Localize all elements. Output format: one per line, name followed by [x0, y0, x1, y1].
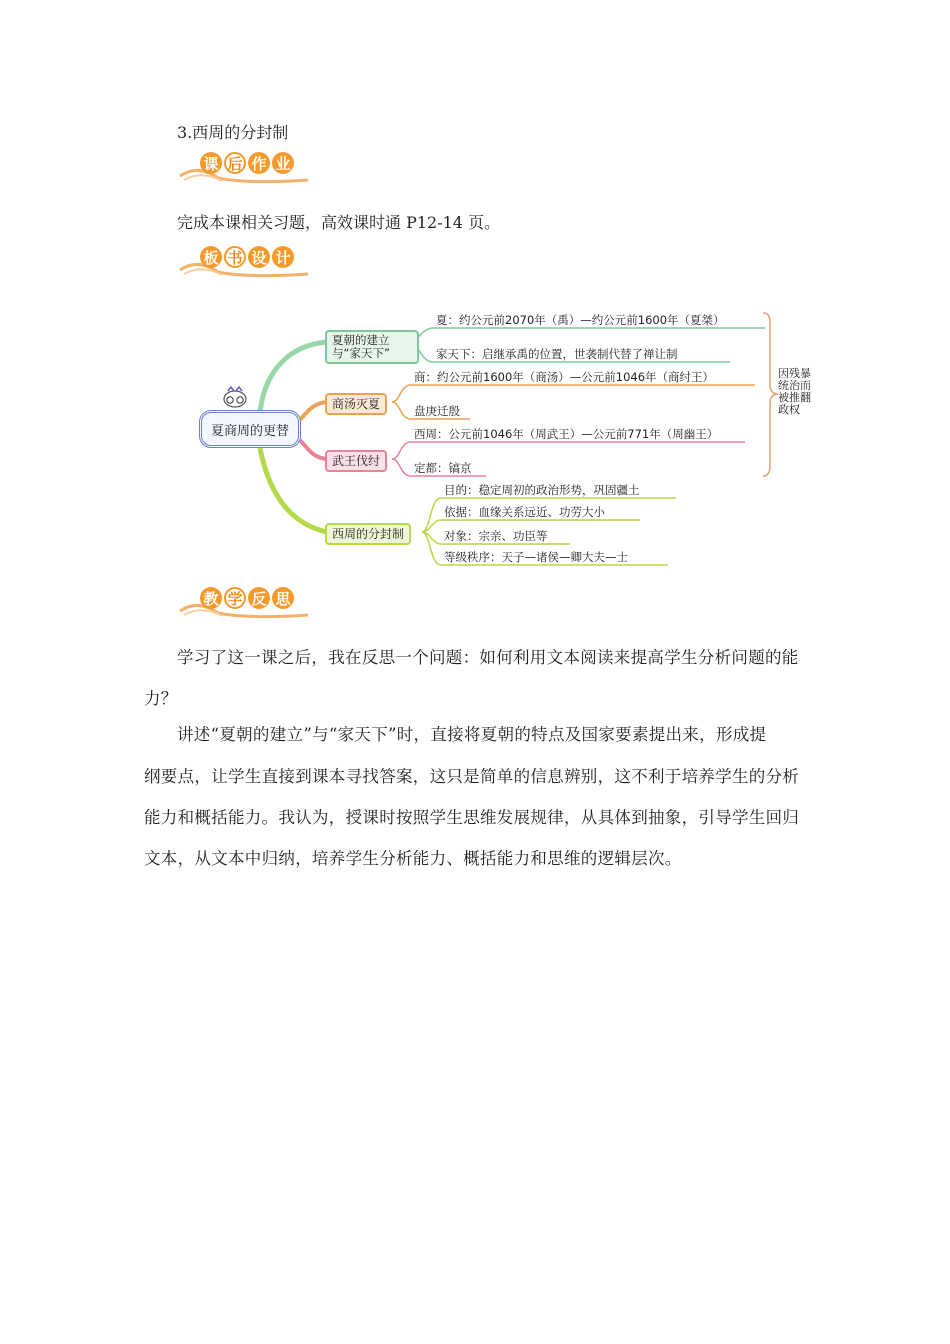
reflection-p2-line4: 文本，从文本中归纳，培养学生分析能力、概括能力和思维的逻辑层次。 [144, 849, 682, 868]
bracket-note-line: 政权 [778, 403, 800, 416]
bracket-note-line: 统治而 [778, 379, 811, 392]
xia-item-2: 家天下：启继承禹的位置，世袭制代替了禅让制 [436, 347, 678, 361]
heading-char: 课 [200, 152, 222, 174]
node-shang: 商汤灭夏 [325, 393, 387, 415]
bracket-note-line: 因残暴 [778, 367, 811, 380]
zhou-item-2: 依据：血缘关系远近、功劳大小 [444, 505, 605, 519]
zhou-item-3: 对象：宗亲、功臣等 [444, 529, 548, 543]
zhou-item-1: 目的：稳定周初的政治形势，巩固疆土 [444, 483, 640, 497]
heading-char: 计 [272, 246, 294, 268]
wu-item-1: 西周：公元前1046年（周武王）—公元前771年（周幽王） [414, 427, 719, 441]
reflection-p2-line1: 讲述“夏朝的建立”与“家天下”时，直接将夏朝的特点及国家要素提出来，形成提 [177, 725, 767, 744]
heading-char: 反 [248, 587, 270, 609]
heading-char: 思 [272, 587, 294, 609]
bracket-note-line: 被推翻 [778, 391, 811, 404]
bracket-note [778, 368, 811, 416]
reflection-p1-line1: 学习了这一课之后，我在反思一个问题：如何利用文本阅读来提高学生分析问题的能 [177, 648, 799, 667]
homework-text: 完成本课相关习题，高效课时通 P12-14 页。 [177, 213, 501, 232]
reflection-p2-line3: 能力和概括能力。我认为，授课时按照学生思维发展规律，从具体到抽象，引导学生回归 [144, 808, 800, 827]
shang-item-2: 盘庚迁殷 [414, 404, 460, 418]
node-xia [325, 330, 419, 364]
heading-char: 教 [200, 587, 222, 609]
heading-char: 书 [224, 246, 246, 268]
node-zhou: 西周的分封制 [325, 523, 411, 545]
shang-item-1: 商：约公元前1600年（商汤）—公元前1046年（商纣王） [414, 370, 715, 384]
heading-char: 学 [224, 587, 246, 609]
mindmap-connectors [0, 0, 950, 620]
xia-item-1: 夏：约公元前2070年（禹）—约公元前1600年（夏桀） [436, 313, 725, 327]
zhou-item-4: 等级秩序：天子—诸侯—卿大夫—士 [444, 550, 628, 564]
owl-icon [224, 387, 246, 407]
reflection-p1-line2: 力？ [144, 689, 178, 708]
heading-char: 板 [200, 246, 222, 268]
reflection-heading [178, 585, 318, 621]
section-item-3: 3.西周的分封制 [177, 123, 289, 142]
heading-char: 作 [248, 152, 270, 174]
heading-char: 后 [224, 152, 246, 174]
node-xia-line2: 与“家天下” [332, 346, 390, 360]
reflection-p2-line2: 纲要点，让学生直接到课本寻找答案，这只是简单的信息辨别，这不利于培养学生的分析 [144, 767, 800, 786]
mindmap-center-node: 夏商周的更替 [199, 410, 301, 448]
heading-char: 设 [248, 246, 270, 268]
node-wu: 武王伐纣 [325, 450, 387, 472]
node-xia-line1: 夏朝的建立 [332, 333, 390, 347]
wu-item-2: 定都：镐京 [414, 461, 472, 475]
heading-char: 业 [272, 152, 294, 174]
